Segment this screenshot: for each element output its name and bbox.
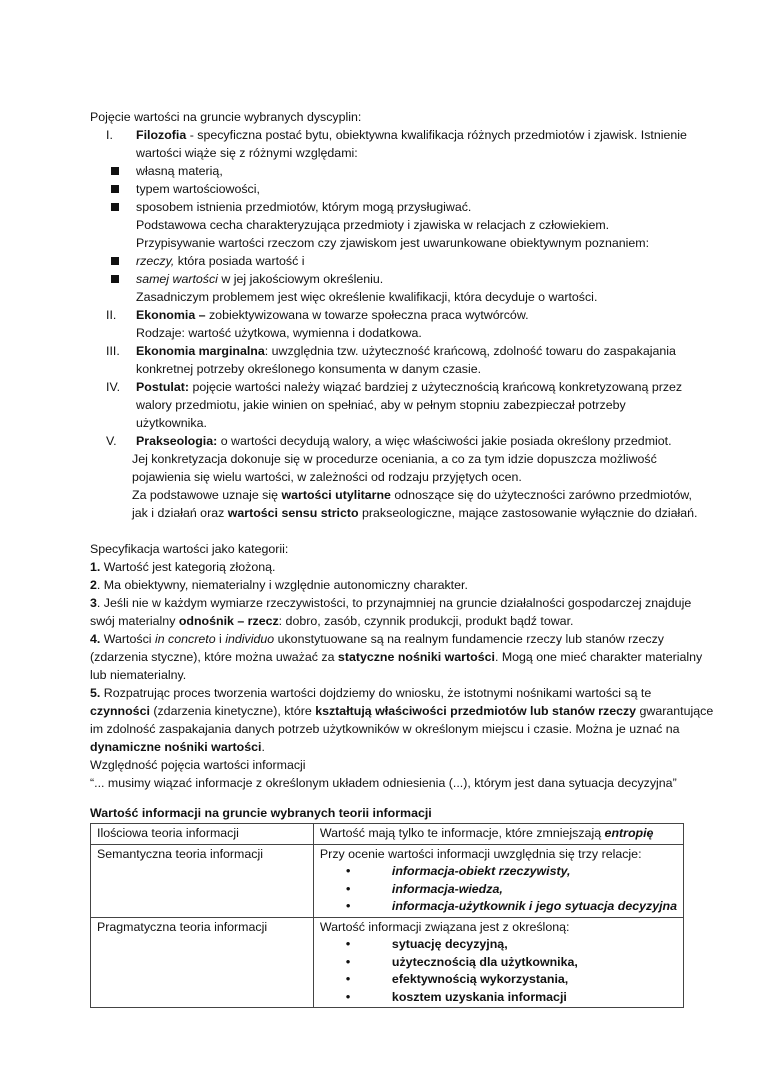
- bullet-item: • sytuację decyzyjną,: [320, 936, 677, 954]
- text-run: .: [261, 740, 265, 754]
- text-run: Ekonomia marginalna: [136, 344, 265, 358]
- bullet-item: [90, 252, 690, 270]
- text-run: Wartość jest kategorią złożoną.: [100, 560, 276, 574]
- text-run: i: [215, 632, 226, 646]
- text-line: [90, 648, 703, 666]
- list-marker: III.: [106, 344, 120, 358]
- text-line: [90, 144, 690, 162]
- text-run: Zasadniczym problemem jest więc określenie kwalifikacji, która decyduje o wartości.: [136, 290, 598, 304]
- text-run: jak i działań oraz: [132, 506, 228, 520]
- text-run: Ekonomia –: [136, 308, 206, 322]
- text-run: własną materią,: [136, 164, 223, 178]
- text-run: wartości wiąże się z różnymi względami:: [136, 146, 358, 160]
- text-line: [90, 774, 690, 792]
- theory-name-cell: Semantyczna teoria informacji: [91, 844, 314, 917]
- text-line: [90, 630, 690, 648]
- square-bullet-icon: [111, 203, 119, 211]
- description-text: [320, 919, 677, 937]
- list-marker: V.: [106, 434, 117, 448]
- numbered-item: [90, 378, 690, 396]
- text-run: typem wartościowości,: [136, 182, 260, 196]
- text-line: [90, 540, 690, 558]
- text-run: wartości utylitarne: [281, 488, 391, 502]
- text-run: 4.: [90, 632, 101, 646]
- text-line: [90, 108, 690, 126]
- text-run: swój materialny: [90, 614, 179, 628]
- text-run: odnoszące się do użyteczności zarówno przedmiotów,: [390, 488, 692, 502]
- bullet-item: [90, 180, 690, 198]
- text-line: [90, 720, 690, 738]
- text-run: odnośnik – rzecz: [178, 614, 279, 628]
- bullet-item: [90, 162, 690, 180]
- text-line: [90, 324, 690, 342]
- text-run: . Jeśli nie w każdym wymiarze rzeczywistości, to przynajmniej na gruncie działalności gospodarczej znajduje: [96, 596, 692, 610]
- text-run: 2: [90, 578, 97, 592]
- text-run: Pojęcie wartości na gruncie wybranych dyscyplin:: [90, 110, 362, 124]
- text-run: Jej konkretyzacja dokonuje się w procedurze oceniania, a co za tym idzie dopuszcza możliwość: [132, 452, 657, 466]
- text-line: [90, 216, 690, 234]
- numbered-item: [90, 342, 690, 360]
- text-run: samej wartości: [136, 272, 218, 286]
- text-run: entropię: [604, 826, 654, 840]
- text-run: Przy ocenie wartości informacji uwzględnia się trzy relacje:: [319, 846, 642, 861]
- text-run: 5.: [90, 686, 101, 700]
- text-line: [90, 288, 690, 306]
- text-line: [90, 738, 690, 756]
- text-run: dynamiczne nośniki wartości: [90, 740, 262, 754]
- text-run: (zdarzenia kinetyczne), które: [149, 704, 316, 718]
- numbered-item: [90, 126, 690, 144]
- text-line: [90, 468, 690, 486]
- text-line: [90, 486, 690, 504]
- text-line: [90, 594, 690, 612]
- text-run: o wartości decydują walory, a więc właściwości jakie posiada określony przedmiot.: [217, 434, 672, 448]
- bullet-item: • użytecznością dla użytkownika,: [320, 954, 677, 972]
- text-run: : dobro, zasób, czynnik produkcji, produkt bądź towar.: [278, 614, 574, 628]
- text-run: Wartości: [100, 632, 155, 646]
- text-run: “... musimy wiązać informacje z określonym układem odniesienia (...), którym jest dana sytuacja decyzyjna”: [90, 776, 677, 790]
- text-line: [90, 756, 690, 774]
- bullet-item: • informacja-wiedza,: [320, 881, 677, 899]
- text-run: Podstawowa cecha charakteryzująca przedmioty i zjawiska w relacjach z człowiekiem.: [136, 218, 610, 232]
- theory-name-cell: Pragmatyczna teoria informacji: [91, 917, 314, 1008]
- text-line: [90, 414, 690, 432]
- text-run: kształtują właściwości przedmiotów lub stanów rzeczy: [315, 704, 637, 718]
- text-line: [90, 522, 690, 540]
- bullet-item: [90, 198, 690, 216]
- text-line: [90, 666, 690, 684]
- text-run: walory przedmiotu, jakie winien on spełniać, aby w pełnym stopniu zabezpieczał potrzeby: [136, 398, 626, 412]
- text-line: [90, 702, 714, 720]
- text-run: Względność pojęcia wartości informacji: [90, 758, 306, 772]
- text-run: Przypisywanie wartości rzeczom czy zjawiskom jest uwarunkowane obiektywnym poznaniem:: [136, 236, 650, 250]
- bullet-item: • informacja-użytkownik i jego sytuacja decyzyjna: [320, 898, 677, 916]
- bullet-item: • efektywnością wykorzystania,: [320, 971, 677, 989]
- bullet-list: [320, 936, 677, 1006]
- text-run: Filozofia: [136, 128, 187, 142]
- text-run: in concreto: [154, 632, 216, 646]
- information-value-table: [90, 823, 684, 1008]
- text-run: . Ma obiektywny, niematerialny i względnie autonomiczny charakter.: [96, 578, 468, 592]
- bullet-list: [320, 863, 677, 916]
- text-run: prakseologiczne, mające zastosowanie wyłącznie do działań.: [358, 506, 698, 520]
- text-run: 1.: [90, 560, 101, 574]
- text-run: Rozpatrując proces tworzenia wartości dojdziemy do wniosku, że istotnymi nośnikami wartości są te: [100, 686, 652, 700]
- list-marker: IV.: [106, 380, 121, 394]
- description-text: [320, 825, 677, 843]
- text-run: pojawienia się wielu wartości, w zależności od rodzaju przyjętych ocen.: [132, 470, 522, 484]
- text-run: Wartość informacji związana jest z określoną:: [319, 919, 570, 934]
- bullet-item: • informacja-obiekt rzeczywisty,: [320, 863, 677, 881]
- page-content: [90, 0, 714, 1008]
- square-bullet-icon: [111, 257, 119, 265]
- text-run: gwarantujące: [636, 704, 714, 718]
- text-run: czynności: [90, 704, 150, 718]
- square-bullet-icon: [111, 167, 119, 175]
- theory-name-cell: Ilościowa teoria informacji: [91, 824, 314, 845]
- text-run: zobiektywizowana w towarze społeczna praca wytwórców.: [205, 308, 529, 322]
- text-run: lub niematerialny.: [90, 668, 187, 682]
- text-run: ukonstytuowane są na realnym fundamencie rzeczy lub stanów rzeczy: [274, 632, 664, 646]
- text-line: [90, 612, 690, 630]
- text-run: sposobem istnienia przedmiotów, którym mogą przysługiwać.: [136, 200, 472, 214]
- text-run: rzeczy,: [136, 254, 175, 268]
- text-line: [90, 684, 690, 702]
- text-run: 3: [90, 596, 97, 610]
- text-run: Rodzaje: wartość użytkowa, wymienna i dodatkowa.: [136, 326, 422, 340]
- text-run: : uwzględnia tzw. użyteczność krańcową, zdolność towaru do zaspakajania: [264, 344, 676, 358]
- text-run: konkretnej potrzeby określonego konsumenta w danym czasie.: [136, 362, 482, 376]
- document-body: [90, 108, 714, 792]
- text-run: Wartość mają tylko te informacje, które zmniejszają: [319, 826, 605, 840]
- text-run: statyczne nośniki wartości: [337, 650, 495, 664]
- text-run: Postulat:: [136, 380, 190, 394]
- text-line: [90, 360, 690, 378]
- table-row: [91, 917, 684, 1008]
- text-line: [90, 558, 690, 576]
- list-marker: II.: [106, 308, 117, 322]
- text-line: [90, 396, 690, 414]
- text-line: [90, 234, 690, 252]
- text-run: Za podstawowe uznaje się: [132, 488, 282, 502]
- table-row: [91, 824, 684, 845]
- theory-description-cell: [313, 824, 683, 845]
- numbered-item: [90, 432, 690, 450]
- text-run: im zdolność zaspakajania danych potrzeb użytkowników w określonym miejscu i czasie. Można je uznać na: [90, 722, 680, 736]
- text-run: która posiada wartość i: [174, 254, 305, 268]
- table-title: Wartość informacji na gruncie wybranych teorii informacji: [90, 806, 432, 820]
- bullet-item: [90, 270, 690, 288]
- text-run: individuo: [225, 632, 275, 646]
- square-bullet-icon: [111, 185, 119, 193]
- text-run: użytkownika.: [136, 416, 207, 430]
- text-run: (zdarzenia styczne), które można uważać za: [90, 650, 338, 664]
- text-run: w jej jakościowym określeniu.: [217, 272, 384, 286]
- bullet-item: • kosztem uzyskania informacji: [320, 989, 677, 1007]
- text-run: - specyficzna postać bytu, obiektywna kwalifikacja różnych przedmiotów i zjawisk. Istnienie: [186, 128, 687, 142]
- text-run: pojęcie wartości należy wiązać bardziej z użytecznością krańcową konkretyzowaną przez: [189, 380, 683, 394]
- description-text: [320, 846, 677, 864]
- text-line: [90, 450, 690, 468]
- text-run: Prakseologia:: [136, 434, 218, 448]
- text-run: wartości sensu stricto: [227, 506, 359, 520]
- text-line: [90, 504, 698, 522]
- theory-description-cell: [313, 844, 683, 917]
- numbered-item: [90, 306, 690, 324]
- list-marker: I.: [106, 128, 113, 142]
- text-run: Specyfikacja wartości jako kategorii:: [90, 542, 289, 556]
- square-bullet-icon: [111, 275, 119, 283]
- theory-description-cell: [313, 917, 683, 1008]
- table-row: [91, 844, 684, 917]
- text-run: . Mogą one mieć charakter materialny: [494, 650, 703, 664]
- text-line: [90, 576, 690, 594]
